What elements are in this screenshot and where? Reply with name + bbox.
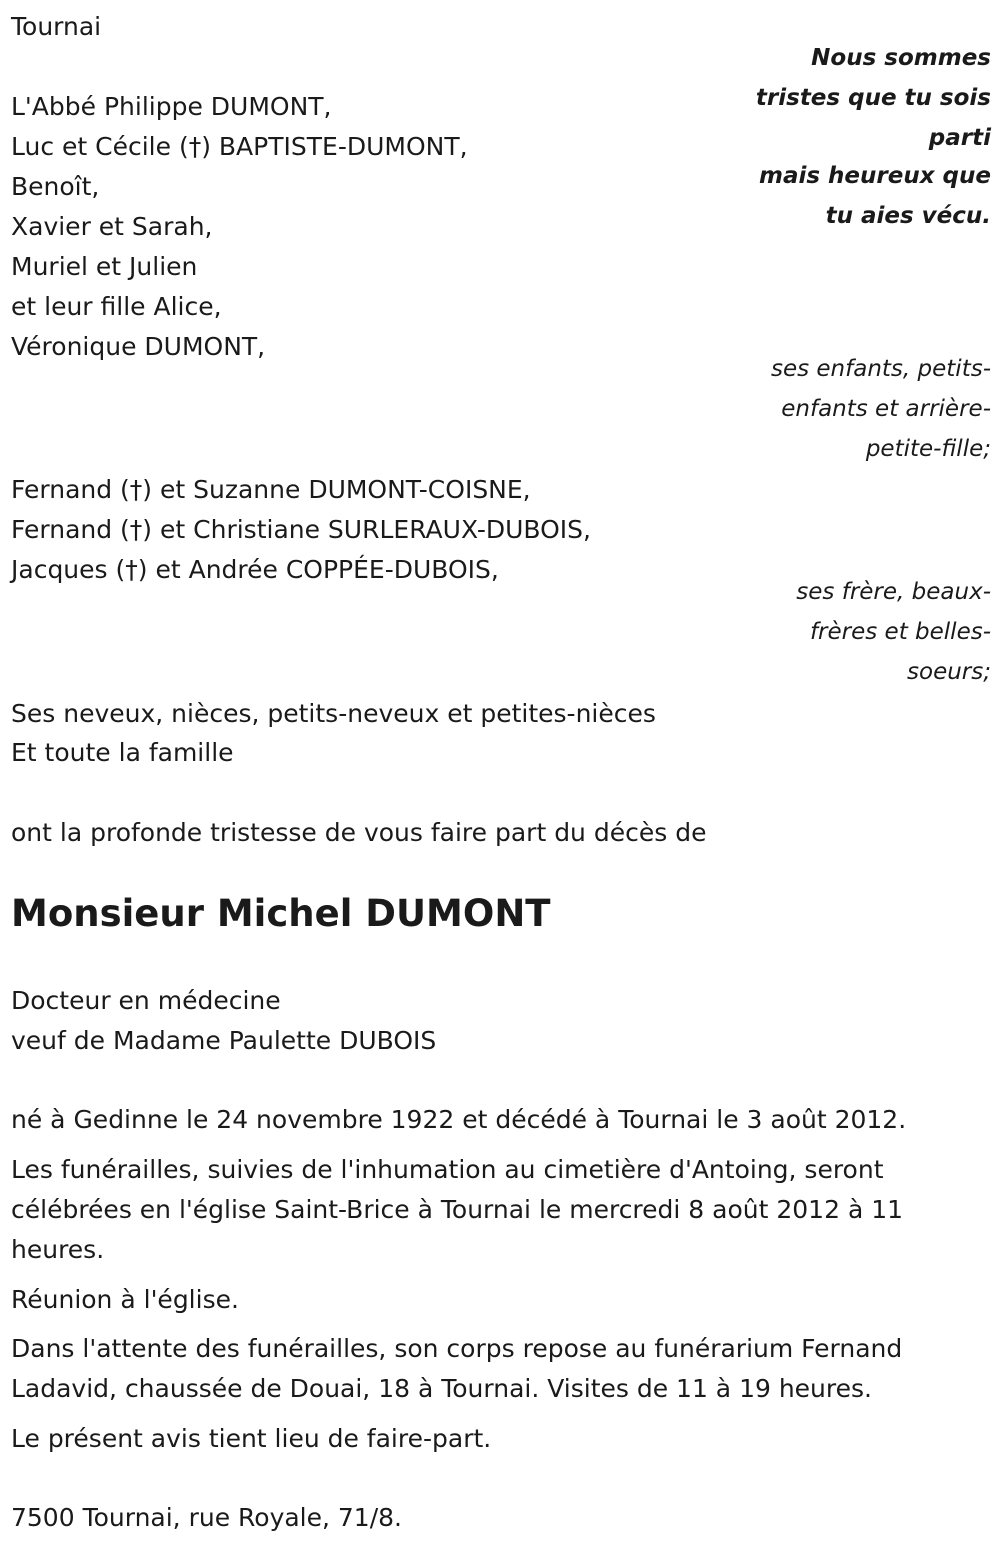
family-name-line: Jacques (†) et Andrée COPPÉE-DUBOIS, xyxy=(11,555,499,584)
quote-line: mais heureux que xyxy=(758,163,991,189)
family-name-line: L'Abbé Philippe DUMONT, xyxy=(11,92,332,121)
extended-family-line: Ses neveux, nièces, petits-neveux et petites-nièces xyxy=(11,699,656,728)
quote-line: Nous sommes xyxy=(811,45,991,71)
relation-line: ses frère, beaux- xyxy=(796,579,991,605)
meeting-text: Réunion à l'église. xyxy=(11,1285,239,1314)
relation-line: enfants et arrière- xyxy=(781,396,991,422)
announcement-text: ont la profonde tristesse de vous faire part du décès de xyxy=(11,818,707,847)
funeral-line: célébrées en l'église Saint-Brice à Tournai le mercredi 8 août 2012 à 11 xyxy=(11,1195,904,1224)
funeral-line: Les funérailles, suivies de l'inhumation au cimetière d'Antoing, seront xyxy=(11,1155,884,1184)
extended-family-line: Et toute la famille xyxy=(11,738,234,767)
notice-text: Le présent avis tient lieu de faire-part. xyxy=(11,1424,492,1453)
address-text: 7500 Tournai, rue Royale, 71/8. xyxy=(11,1503,402,1532)
relation-line: soeurs; xyxy=(907,659,991,685)
family-name-line: Xavier et Sarah, xyxy=(11,212,213,241)
relation-line: frères et belles- xyxy=(809,619,991,645)
relation-line: ses enfants, petits- xyxy=(770,356,991,382)
family-name-line: Muriel et Julien xyxy=(11,252,198,281)
quote-line: parti xyxy=(928,125,991,151)
family-name-line: Véronique DUMONT, xyxy=(11,332,266,361)
deceased-name: Monsieur Michel DUMONT xyxy=(11,892,551,935)
family-name-line: Fernand (†) et Christiane SURLERAUX-DUBOIS, xyxy=(11,515,591,544)
family-name-line: Benoît, xyxy=(11,172,100,201)
funeral-line: heures. xyxy=(11,1235,105,1264)
birth-death-text: né à Gedinne le 24 novembre 1922 et décédé à Tournai le 3 août 2012. xyxy=(11,1105,907,1134)
quote-line: tristes que tu sois xyxy=(755,85,991,111)
visitation-line: Ladavid, chaussée de Douai, 18 à Tournai. Visites de 11 à 19 heures. xyxy=(11,1374,872,1403)
location-header: Tournai xyxy=(11,12,102,41)
family-name-line: Luc et Cécile (†) BAPTISTE-DUMONT, xyxy=(11,132,468,161)
family-name-line: Fernand (†) et Suzanne DUMONT-COISNE, xyxy=(11,475,531,504)
deceased-detail-line: Docteur en médecine xyxy=(11,986,281,1015)
deceased-detail-line: veuf de Madame Paulette DUBOIS xyxy=(11,1026,437,1055)
quote-line: tu aies vécu. xyxy=(825,203,991,229)
relation-line: petite-fille; xyxy=(865,436,991,462)
visitation-line: Dans l'attente des funérailles, son corps repose au funérarium Fernand xyxy=(11,1334,903,1363)
family-name-line: et leur fille Alice, xyxy=(11,292,222,321)
